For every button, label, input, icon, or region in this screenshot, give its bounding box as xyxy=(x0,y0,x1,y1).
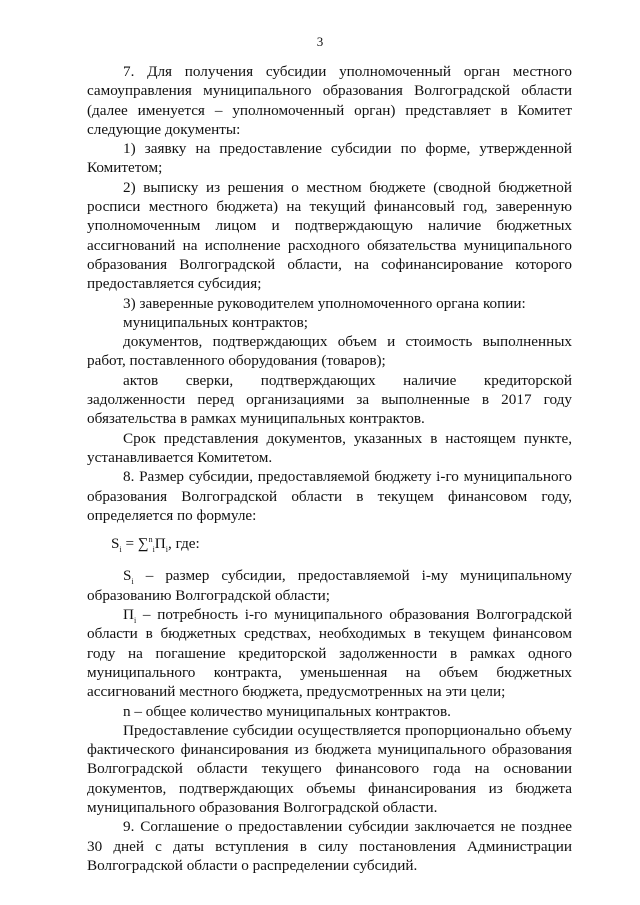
paragraph-7-intro: 7. Для получения субсидии уполномоченный орган местного самоуправления муниципального образования Волгоградской области (далее именуется – уполномоченный орган) представляет в Комитет следующие документы: xyxy=(87,63,572,138)
paragraph-7-item-1: 1) заявку на предоставление субсидии по форме, утвержденной Комитетом; xyxy=(87,140,572,177)
paragraph-9: 9. Соглашение о предоставлении субсидии заключается не позднее 30 дней с даты вступления в силу постановления Администрации Волгоградской области о распределении субсидий. xyxy=(87,818,572,874)
page-number: 3 xyxy=(316,34,324,49)
formula-sum-lower: i xyxy=(152,545,155,555)
formula-sum-symbol: ∑ xyxy=(137,536,149,553)
formula-lhs: S xyxy=(111,535,120,553)
paragraph-8-intro: 8. Размер субсидии, предоставляемой бюджету i-го муниципального образования Волгоградской области в текущем финансовом году, определяется по формуле: xyxy=(87,468,572,524)
formula-lhs-subscript: i xyxy=(119,545,122,555)
formula-term-subscript: i xyxy=(165,545,168,555)
paragraph-7-item-2: 2) выписку из решения о местном бюджете (сводной бюджетной росписи местного бюджета) на текущий финансовый год, заверенную уполномоченным лицом и подтверждающую наличие бюджетных ассигнований на исполнение расходного обязательства муниципального образования Волгоградской области, на софинансирование которого предоставляется субсидия; xyxy=(87,178,572,293)
definition-p-text: – потребность i-го муниципального образования Волгоградской области в бюджетных средствах, необходимых в текущем финансовом году на погашение кредиторской задолженности в рамках одного муниципального контракта, уменьшенная на объем бюджетных ассигнований местного бюджета, предусмотренных на эти цели; xyxy=(87,606,572,701)
paragraph-8-proportional: Предоставление субсидии осуществляется пропорционально объему фактического финансирования из бюджета муниципального образования Волгоградской области текущего финансового года на основании документов, подтверждающих объемы финансирования из бюджета муниципального образования Волгоградской области. xyxy=(87,721,572,816)
definition-p-subscript: i xyxy=(133,616,137,626)
definition-s xyxy=(87,566,572,605)
paragraph-7-item-3-documents: документов, подтверждающих объем и стоимость выполненных работ, поставленного оборудования (товаров); xyxy=(87,333,572,370)
definition-p-symbol: П xyxy=(123,606,134,624)
document-body xyxy=(87,62,572,875)
paragraph-7-deadline: Срок представления документов, указанных в настоящем пункте, устанавливается Комитетом. xyxy=(87,429,572,466)
definition-p xyxy=(87,605,572,701)
definition-s-subscript: i xyxy=(131,577,134,587)
paragraph-7-item-3-acts: актов сверки, подтверждающих наличие кредиторской задолженности перед организациями за выполненные в 2017 году обязательства в рамках муниципальных контрактов. xyxy=(87,371,572,428)
subsidy-formula xyxy=(111,534,572,554)
formula-tail: , где: xyxy=(168,535,200,553)
formula-sum-upper: n xyxy=(148,535,153,545)
definition-n: n – общее количество муниципальных контрактов. xyxy=(123,702,451,720)
definition-s-symbol: S xyxy=(123,567,132,585)
formula-equals: = xyxy=(121,535,138,553)
formula-term: П xyxy=(154,535,166,553)
paragraph-7-item-3-contracts: муниципальных контрактов; xyxy=(123,313,309,331)
paragraph-7-item-3: 3) заверенные руководителем уполномоченного органа копии: xyxy=(123,294,526,312)
definition-s-text: – размер субсидии, предоставляемой i-му муниципальному образованию Волгоградской области; xyxy=(87,567,572,604)
